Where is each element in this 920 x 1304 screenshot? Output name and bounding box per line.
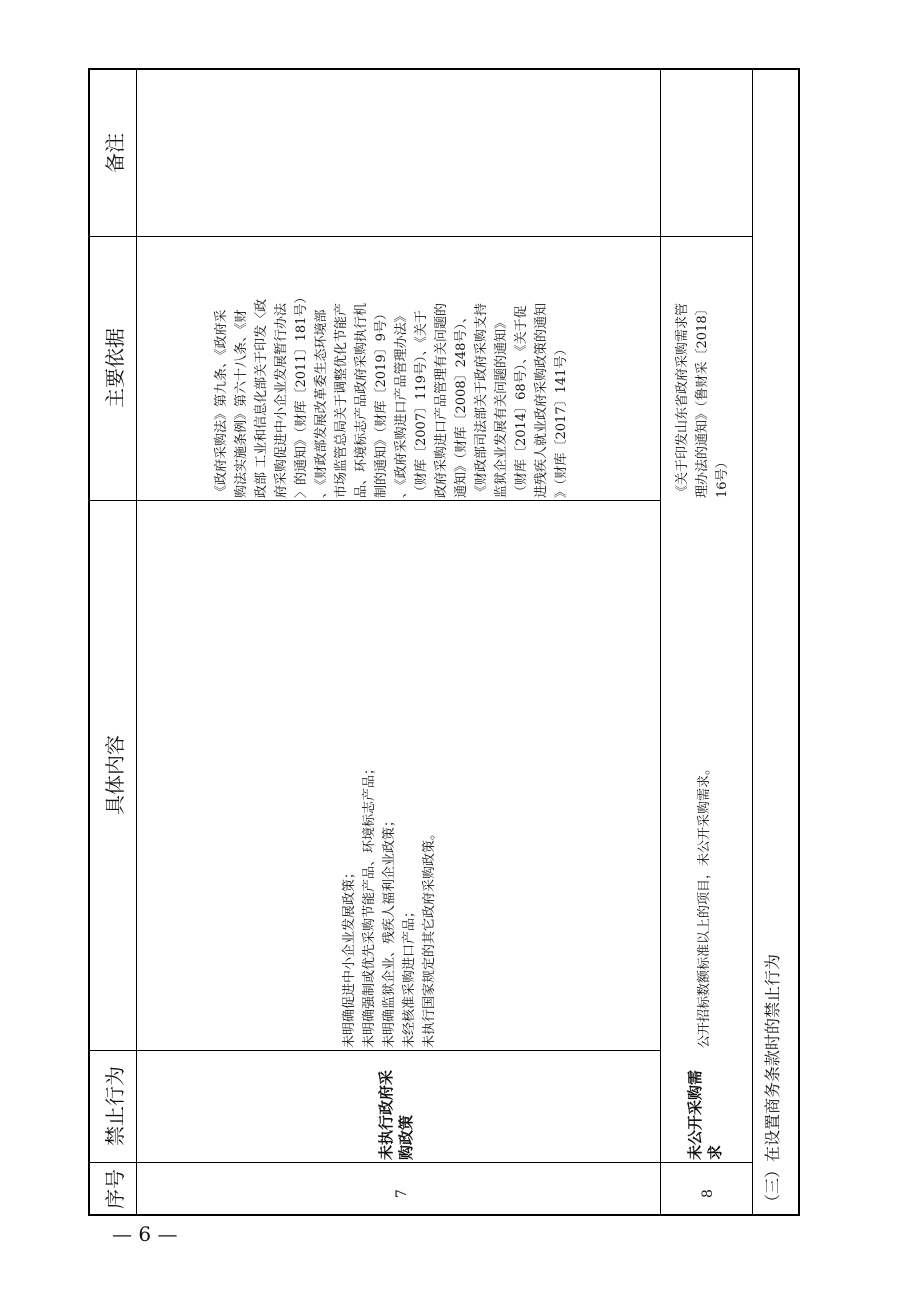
section-title: （三）在设置商务条款时的禁止行为 [763,953,782,1210]
row-divider [90,1050,660,1051]
regulation-table [88,68,800,1216]
row8-seq: 8 [700,1189,716,1198]
row-divider [90,1162,752,1163]
row8-basis: 《关于印发山东省政府采购需求管 理办法的通知》（鲁财采〔2018〕 16号） [675,302,730,498]
col-divider [136,70,137,1214]
row8-content: 公开招标数额标准以上的项目，未公开采购需求。 [697,761,712,1048]
row7-basis: 《政府采购法》第九条、《政府采 购法实施条例》第六十八条、《财 政部 工业和信息化部关于印发〈政 府采购促进中小企业发展暂行办法 〉的通知》（财库〔2011〕181号） 、《财政部发展改革委生态环境部 市场监管总局关于调整优化节能产 品、环境标志产品政府采购执行机 制的通知》（财库〔2019〕9号） 、《政府采购进口产品管理办法》 （财库〔2007〕119号）、《关于 政府采购进口产品管理有关问题的 通知》（财库〔2008〕248号）、 《财政部司法部关于政府采购支持 监狱企业发展有关问题的通知》 （财库〔2014〕68号）、《关于促 进残疾人就业政府采购政策的通知 》（财库〔2017〕141号） [214,290,569,498]
header-basis: 主要依据 [102,328,127,408]
header-seq: 序号 [102,1169,127,1209]
row8-behavior: 未公开采购需 求 [686,1069,724,1160]
row7-content: 未明确促进中小企业发展政策； 未明确强制或优先采购节能产品、环境标志产品； 未明确监狱企业、残疾人福利企业政策； 未经核准采购进口产品； 未执行国家规定的其它政府采购政策。 [342,761,437,1048]
header-behavior: 禁止行为 [102,1066,127,1146]
row7-behavior: 未执行政府采 购政策 [377,1069,415,1160]
page-number: — 6 — [112,1222,178,1246]
row-divider [90,500,660,501]
header-content: 具体内容 [102,735,127,815]
header-remark: 备注 [102,133,127,173]
col-divider [752,70,753,1214]
row7-seq: 7 [394,1189,410,1198]
row-divider [90,236,752,237]
